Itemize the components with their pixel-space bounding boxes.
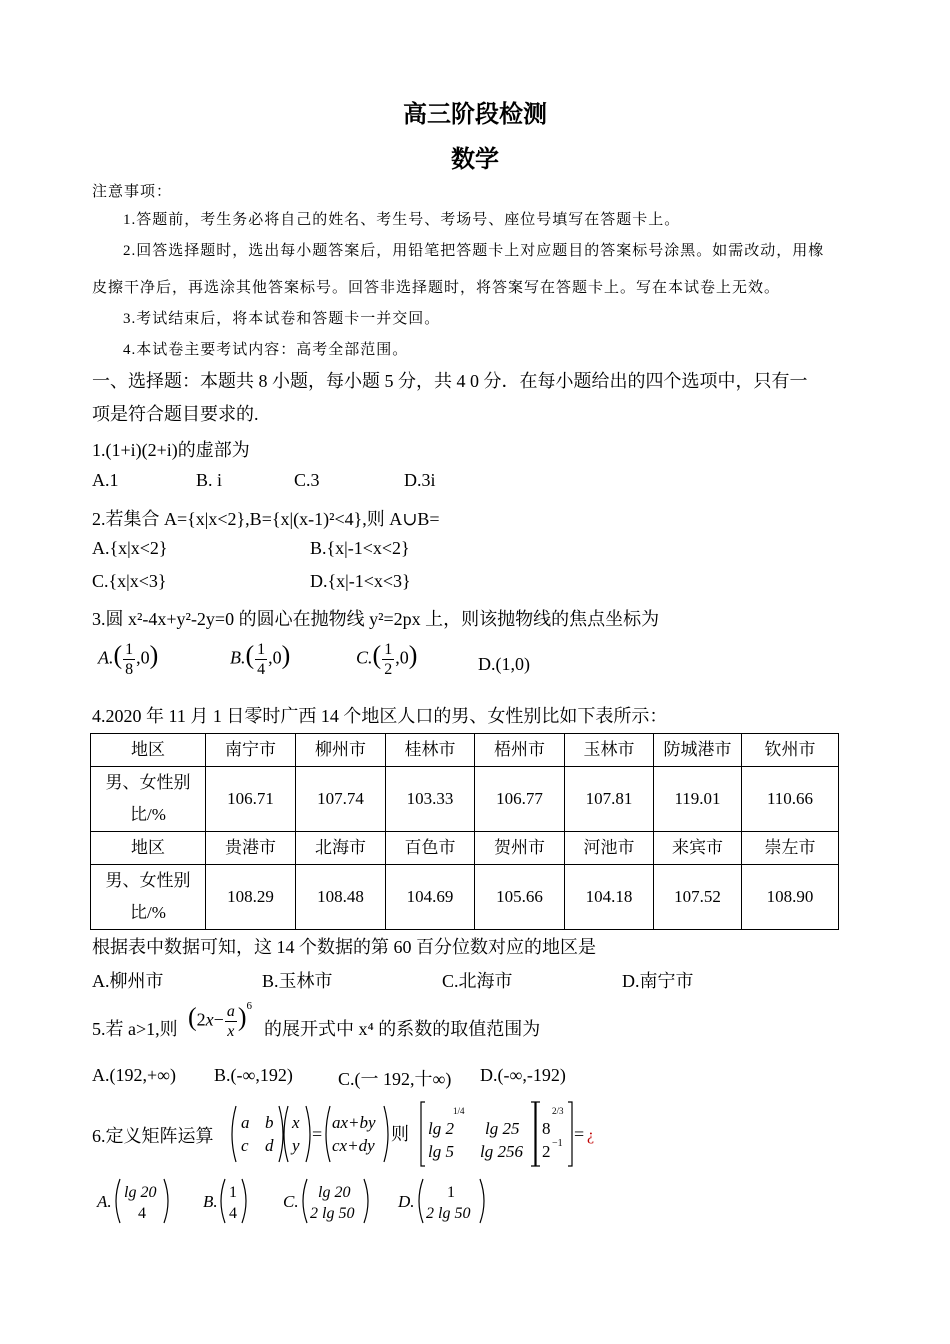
notes-heading: 注意事项： <box>92 184 173 200</box>
note-4: 4.本试卷主要考试内容：高考全部范围。 <box>123 342 409 358</box>
q6-then: 则 <box>391 1124 409 1144</box>
q3-c-rest: ,0 <box>395 647 409 668</box>
q3-c-label: C. <box>356 647 373 668</box>
q3-a-label: A. <box>98 647 114 668</box>
table-cell: 110.66 <box>742 767 839 832</box>
q6-matrix-expression <box>226 1100 616 1170</box>
q3-option-a: A.( $\frac{1}{8}$ ,0) <box>98 640 159 678</box>
table-cell: 103.33 <box>386 767 475 832</box>
q2-option-b: B.{x|-1<x<2} <box>310 538 410 558</box>
q2-stem: 2.若集合 A={x|x<2},B={x|(x-1)²<4},则 A∪B= <box>92 509 440 529</box>
q5-option-a: A.(192,+∞) <box>92 1065 176 1085</box>
table-cell: 107.74 <box>296 767 386 832</box>
table-cell: 梧州市 <box>475 734 565 767</box>
q5-option-b: B.(-∞,192) <box>214 1065 293 1085</box>
q6-options <box>94 1175 514 1229</box>
q5-stem-pre: 5.若 a>1,则 <box>92 1019 178 1039</box>
table-cell: 贵港市 <box>206 832 296 865</box>
table-row <box>91 865 839 930</box>
q6-exp-minus-one: −1 <box>552 1138 563 1149</box>
table-cell: 108.48 <box>296 865 386 930</box>
q6-option-a-bottom: 4 <box>138 1205 146 1222</box>
q4-option-d: D.南宁市 <box>622 971 694 991</box>
q6-lg25: lg 25 <box>485 1119 520 1138</box>
q1-option-a: A.1 <box>92 470 119 490</box>
q6-r1: ax+by <box>332 1113 376 1132</box>
q1-option-b: B. i <box>196 470 223 490</box>
q3-a-num: 1 <box>125 641 134 658</box>
q6-r2: cx+dy <box>332 1136 375 1155</box>
q5-option-d: D.(-∞,-192) <box>480 1065 566 1085</box>
q4-option-b: B.玉林市 <box>262 971 333 991</box>
table-cell: 河池市 <box>565 832 654 865</box>
q6-option-a-label: A. <box>97 1192 112 1211</box>
q3-option-d: D.(1,0) <box>478 654 530 674</box>
q4-option-a: A.柳州市 <box>92 971 164 991</box>
q3-c-den: 2 <box>384 661 393 678</box>
q6-m-b: b <box>265 1113 274 1132</box>
table-row <box>91 734 839 767</box>
q1-stem: 1.(1+i)(2+i)的虚部为 <box>92 440 250 460</box>
table-cell: 百色市 <box>386 832 475 865</box>
table-cell: 南宁市 <box>206 734 296 767</box>
q6-option-d-label: D. <box>398 1192 415 1211</box>
row-label-line1: 男、女性别 <box>105 773 191 792</box>
q3-option-c: C.( $\frac{1}{2}$ ,0) <box>356 640 418 678</box>
note-2-line2: 皮擦干净后，再选涂其他答案标号。回答非选择题时，将答案写在答题卡上。写在本试卷上无效。 <box>92 280 781 296</box>
q6-lg5: lg 5 <box>428 1142 454 1161</box>
q2-option-d: D.{x|-1<x<3} <box>310 571 411 591</box>
q5-expression: (2x− $\frac{a}{x}$ )$^6$ <box>188 999 252 1040</box>
q5-option-c: C.(一 192,十∞) <box>338 1069 452 1089</box>
q3-a-rest: ,0 <box>136 647 150 668</box>
q5-expr-pow: 6 <box>246 999 252 1012</box>
q6-two: 2 <box>542 1142 551 1161</box>
q3-c-num: 1 <box>384 641 393 658</box>
table-cell: 104.18 <box>565 865 654 930</box>
q2-option-c: C.{x|x<3} <box>92 571 167 591</box>
q6-stem-pre: 6.定义矩阵运算 <box>92 1126 214 1146</box>
q6-lg256: lg 256 <box>480 1142 523 1161</box>
table-cell: 106.71 <box>206 767 296 832</box>
q6-option-d-top: 1 <box>447 1184 455 1201</box>
q6-option-d-bottom: 2 lg 50 <box>426 1205 471 1222</box>
q6-equals: = <box>312 1124 323 1144</box>
table-cell: 107.52 <box>654 865 742 930</box>
q5-expr-x: x <box>205 1009 214 1030</box>
q5-expr-coef: 2 <box>196 1009 206 1030</box>
row-label-line2: 比/% <box>130 805 166 824</box>
table-cell: 108.29 <box>206 865 296 930</box>
table-cell: 钦州市 <box>742 734 839 767</box>
section-heading-line2: 项是符合题目要求的. <box>92 404 259 424</box>
q1-option-c: C.3 <box>294 470 320 490</box>
section-heading-line1: 一、选择题：本题共 8 小题，每小题 5 分，共 4 0 分．在每小题给出的四个选项中，只有一 <box>92 371 808 391</box>
q6-lg2: lg 2 <box>428 1119 454 1138</box>
q4-option-c: C.北海市 <box>442 971 513 991</box>
q4-stem: 4.2020 年 11 月 1 日零时广西 14 个地区人口的男、女性别比如下表所示： <box>92 706 668 726</box>
table-row-label <box>91 865 206 930</box>
q6-m-a: a <box>241 1113 250 1132</box>
q6-option-b-bottom: 4 <box>229 1205 237 1222</box>
q6-exp-quarter: 1/4 <box>453 1106 465 1116</box>
q5-expr-num: a <box>226 1003 235 1020</box>
q6-exp-two-thirds: 2/3 <box>552 1106 564 1116</box>
table-cell: 119.01 <box>654 767 742 832</box>
q5-stem-post: 的展开式中 x⁴ 的系数的取值范围为 <box>264 1019 541 1039</box>
q3-a-den: 8 <box>125 661 134 678</box>
q3-b-label: B. <box>230 647 246 668</box>
q6-option-c-top: lg 20 <box>318 1184 351 1201</box>
q6-option-b-top: 1 <box>229 1184 237 1201</box>
note-3: 3.考试结束后，将本试卷和答题卡一并交回。 <box>123 311 441 327</box>
q3-b-rest: ,0 <box>268 647 282 668</box>
q3-stem: 3.圆 x²-4x+y²-2y=0 的圆心在抛物线 y²=2px 上，则该抛物线的焦点坐标为 <box>92 609 660 629</box>
table-cell: 贺州市 <box>475 832 565 865</box>
q5-expr-minus: − <box>213 1009 224 1030</box>
subject-title: 数学 <box>451 147 499 173</box>
table-row <box>91 767 839 832</box>
q4-after-table: 根据表中数据可知，这 14 个数据的第 60 百分位数对应的地区是 <box>92 937 596 957</box>
q6-tail-mark: ¿ <box>587 1127 595 1144</box>
q6-v-x: x <box>292 1113 300 1132</box>
table-row-label <box>91 767 206 832</box>
table-cell: 桂林市 <box>386 734 475 767</box>
note-1: 1.答题前，考生务必将自己的姓名、考生号、考场号、座位号填写在答题卡上。 <box>123 212 681 228</box>
table-cell: 105.66 <box>475 865 565 930</box>
q6-option-a-top: lg 20 <box>124 1184 157 1201</box>
table-cell: 来宾市 <box>654 832 742 865</box>
row-label-line1: 男、女性别 <box>105 871 191 890</box>
q6-tail-equals: = <box>574 1124 585 1144</box>
table-cell: 防城港市 <box>654 734 742 767</box>
q6-option-c-bottom: 2 lg 50 <box>310 1205 355 1222</box>
row-label-line2: 比/% <box>130 903 166 922</box>
q3-b-num: 1 <box>257 641 266 658</box>
page-title: 高三阶段检测 <box>403 102 547 128</box>
q6-m-c: c <box>241 1136 249 1155</box>
q6-eight: 8 <box>542 1119 551 1138</box>
table-cell: 107.81 <box>565 767 654 832</box>
table-cell: 崇左市 <box>742 832 839 865</box>
q6-option-c-label: C. <box>283 1192 299 1211</box>
q1-option-d: D.3i <box>404 470 436 490</box>
q3-b-den: 4 <box>257 661 266 678</box>
q6-v-y: y <box>292 1136 300 1155</box>
q5-expr-den: x <box>227 1023 235 1040</box>
sex-ratio-table <box>90 733 839 930</box>
q3-option-b: B.( $\frac{1}{4}$ ,0) <box>230 640 291 678</box>
table-cell: 柳州市 <box>296 734 386 767</box>
note-2-line1: 2.回答选择题时，选出每小题答案后，用铅笔把答题卡上对应题目的答案标号涂黑。如需改动，用橡 <box>123 243 825 259</box>
table-row <box>91 832 839 865</box>
table-cell: 106.77 <box>475 767 565 832</box>
q6-m-d: d <box>265 1136 274 1155</box>
table-cell: 北海市 <box>296 832 386 865</box>
q2-option-a: A.{x|x<2} <box>92 538 168 558</box>
q6-option-b-label: B. <box>203 1192 218 1211</box>
table-row-label: 地区 <box>91 832 206 865</box>
table-cell: 玉林市 <box>565 734 654 767</box>
table-cell: 104.69 <box>386 865 475 930</box>
table-row-label: 地区 <box>91 734 206 767</box>
table-cell: 108.90 <box>742 865 839 930</box>
